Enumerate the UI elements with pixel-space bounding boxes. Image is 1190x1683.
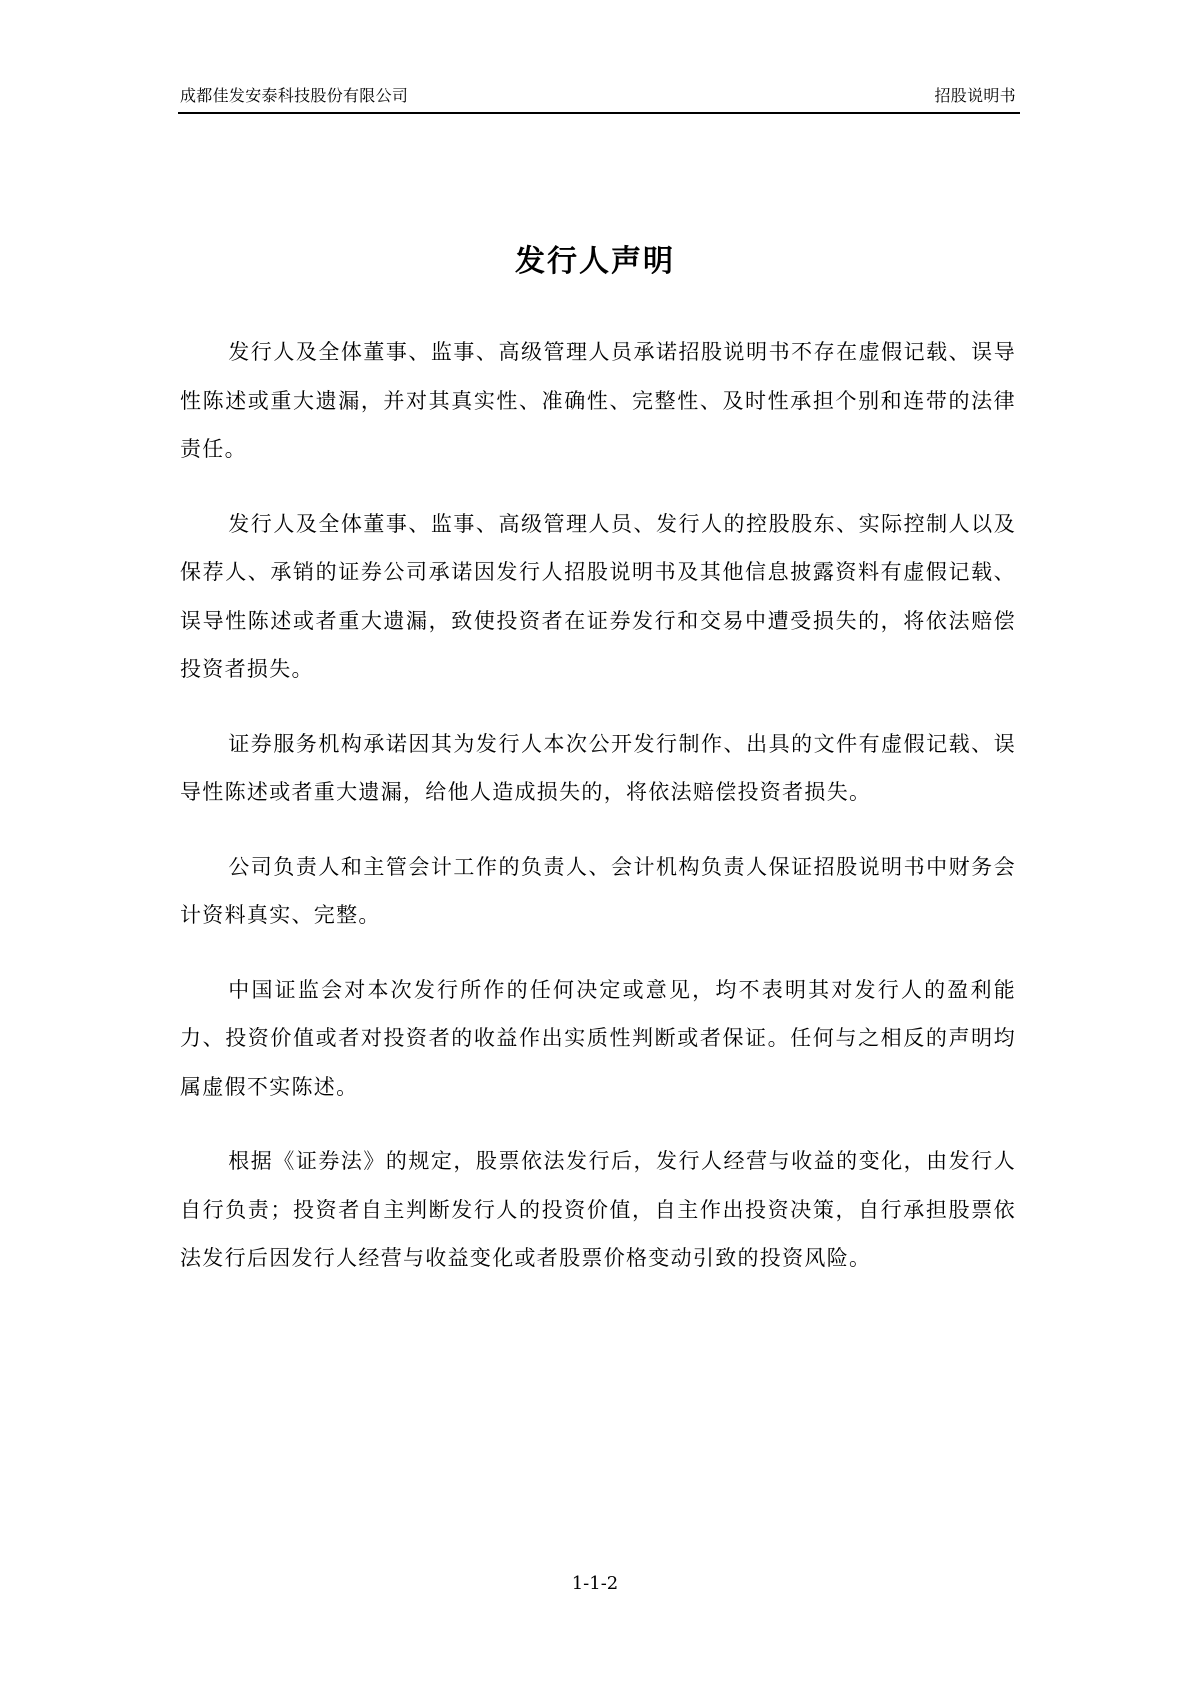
header-document-type: 招股说明书	[934, 86, 1016, 105]
paragraph-2: 发行人及全体董事、监事、高级管理人员、发行人的控股股东、实际控制人以及保荐人、承销的证券公司承诺因发行人招股说明书及其他信息披露资料有虚假记载、误导性陈述或者重大遗漏，致使投资者在证券发行和交易中遭受损失的，将依法赔偿投资者损失。	[180, 511, 1016, 681]
paragraph-1: 发行人及全体董事、监事、高级管理人员承诺招股说明书不存在虚假记载、误导性陈述或重大遗漏，并对其真实性、准确性、完整性、及时性承担个别和连带的法律责任。	[180, 340, 1016, 461]
page-title: 发行人声明	[515, 244, 675, 280]
paragraph-5: 中国证监会对本次发行所作的任何决定或意见，均不表明其对发行人的盈利能力、投资价值或者对投资者的收益作出实质性判断或者保证。任何与之相反的声明均属虚假不实陈述。	[180, 977, 1016, 1099]
page-header	[178, 86, 1020, 114]
paragraph-3: 证券服务机构承诺因其为发行人本次公开发行制作、出具的文件有虚假记载、误导性陈述或者重大遗漏，给他人造成损失的，将依法赔偿投资者损失。	[180, 731, 1016, 804]
page-number: 1-1-2	[571, 1573, 619, 1594]
header-company-name: 成都佳发安泰科技股份有限公司	[180, 86, 409, 105]
paragraph-6: 根据《证券法》的规定，股票依法发行后，发行人经营与收益的变化，由发行人自行负责；投资者自主判断发行人的投资价值，自主作出投资决策，自行承担股票依法发行后因发行人经营与收益变化或者股票价格变动引致的投资风险。	[180, 1149, 1016, 1270]
statement-body	[180, 328, 1016, 1309]
paragraph-4: 公司负责人和主管会计工作的负责人、会计机构负责人保证招股说明书中财务会计资料真实、完整。	[180, 854, 1016, 927]
